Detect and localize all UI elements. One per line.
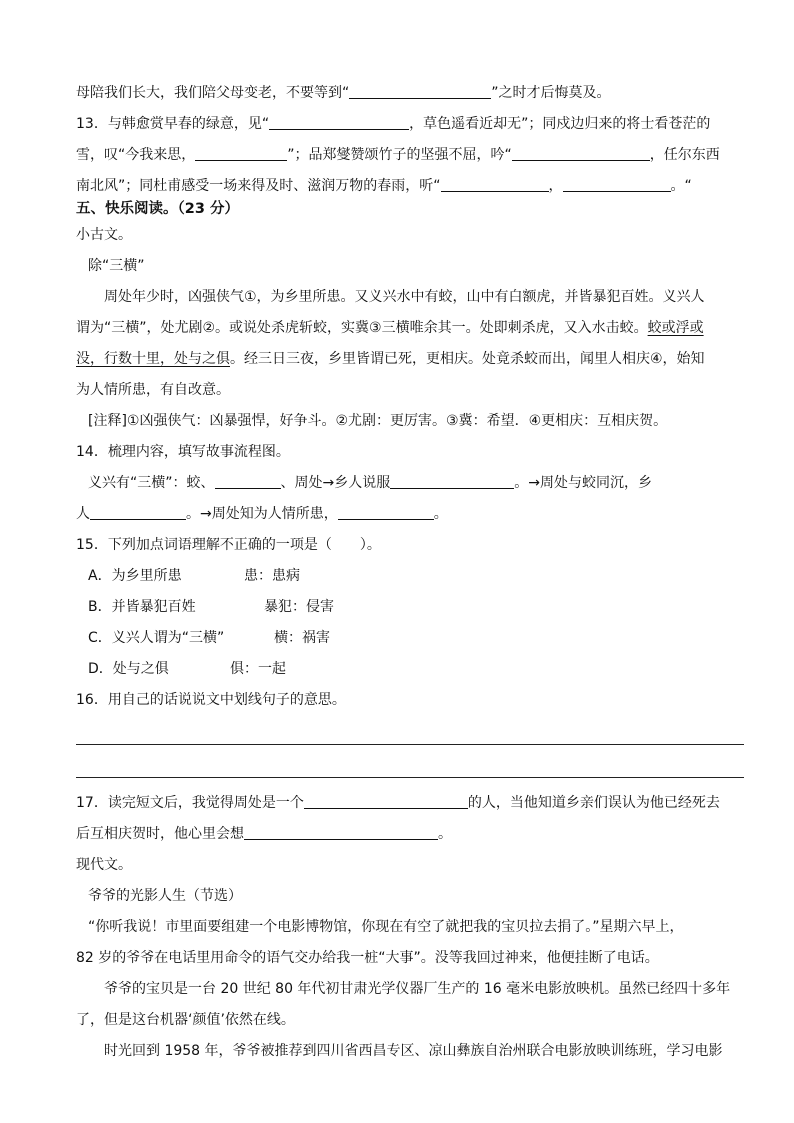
passage-title: 除“三横” [88, 258, 145, 274]
answer-blank[interactable] [563, 173, 671, 192]
passage-line: 谓为“三横”，处尤剧②。或说处杀虎斩蛟，实冀③三横唯余其一。处即刺杀虎，又入水击蛟。蛟或浮或 [76, 320, 704, 336]
question-14-line-2: 人 。→周处知为人情所患， 。 [76, 499, 744, 530]
passage-line: 周处年少时，凶强侠气①，为乡里所患。又义兴水中有蛟，山中有白额虎，并皆暴犯百姓。义兴人 [104, 289, 705, 305]
passage-line: 爷爷的宝贝是一台 20 世纪 80 年代初甘肃光学仪器厂生产的 16 毫米电影放映机。虽然已经四十多年 [104, 981, 731, 997]
option-c[interactable]: C．义兴人谓为“三横” 横：祸害 [88, 630, 330, 646]
answer-blank[interactable] [304, 790, 468, 809]
passage-title: 爷爷的光影人生（节选） [88, 888, 242, 904]
annotation-note: [注释]①凶强侠气：凶暴强悍，好争斗。②尤剧：更厉害。③冀：希望．④更相庆：互相庆贺。 [88, 413, 668, 429]
answer-blank[interactable] [349, 80, 491, 99]
passage-line: 为人情所患，有自改意。 [76, 382, 230, 398]
answer-blank[interactable] [215, 470, 281, 489]
subsection-label: 小古文。 [76, 227, 132, 243]
passage-line: 了，但是这台机器‘颜值’依然在线。 [76, 1012, 295, 1028]
question-14: 14．梳理内容，填写故事流程图。 [76, 444, 290, 460]
document-page [76, 78, 744, 1067]
question-14-line-1: 义兴有“三横”：蛟、 、周处→乡人说服 。→周处与蛟同沉，乡 [76, 468, 744, 499]
underlined-sentence: 蛟或浮或 [647, 320, 704, 336]
underlined-sentence: 没，行数十里，处与之俱 [76, 351, 230, 367]
question-17-line-1: 17．读完短文后，我觉得周处是一个 的人，当他知道乡亲们误认为他已经死去 [76, 788, 744, 819]
passage-line: 没，行数十里，处与之俱。经三日三夜，乡里皆谓已死，更相庆。处竟杀蛟而出，闻里人相庆④，始知 [76, 351, 705, 367]
answer-line[interactable] [76, 749, 744, 782]
question-13-line-1: 13．与韩愈赏早春的绿意，见“ ，草色遥看近却无”；同戍边归来的将士看苍茫的 [76, 109, 744, 140]
answer-blank[interactable] [269, 111, 409, 130]
option-b[interactable]: B．并皆暴犯百姓 暴犯：侵害 [88, 599, 334, 615]
question-17-line-2: 后互相庆贺时，他心里会想 。 [76, 819, 744, 850]
answer-blank[interactable] [195, 142, 287, 161]
question-13-line-2: 雪，叹“今我来思， ”；品郑燮赞颂竹子的坚强不屈，吟“ ，任尔东西 [76, 140, 744, 171]
text-line: 母陪我们长大，我们陪父母变老，不要等到“ ”之时才后悔莫及。 [76, 78, 744, 109]
question-16: 16．用自己的话说说文中划线句子的意思。 [76, 692, 346, 708]
question-15: 15．下列加点词语理解不正确的一项是（ ）。 [76, 537, 381, 553]
answer-blank[interactable] [244, 821, 438, 840]
option-a[interactable]: A．为乡里所患 患：患病 [88, 568, 300, 584]
option-d[interactable]: D．处与之俱 俱：一起 [88, 661, 286, 677]
answer-blank[interactable] [441, 173, 549, 192]
subsection-label: 现代文。 [76, 857, 132, 873]
answer-blank[interactable] [90, 501, 186, 520]
passage-line: “你听我说！市里面要组建一个电影博物馆，你现在有空了就把我的宝贝拉去捐了。”星期六早上， [88, 919, 684, 935]
question-13-line-3: 南北风”；同杜甫感受一场来得及时、滋润万物的春雨，听“ ， 。“ [76, 171, 744, 202]
section-heading: 五、快乐阅读。（23 分） [76, 201, 239, 217]
answer-line[interactable] [76, 716, 744, 749]
answer-blank[interactable] [512, 142, 650, 161]
answer-blank[interactable] [390, 470, 514, 489]
passage-line: 82 岁的爷爷在电话里用命令的语气交办给我一桩“大事”。没等我回过神来，他便挂断了电话。 [76, 950, 659, 966]
passage-line: 时光回到 1958 年，爷爷被推荐到四川省西昌专区、凉山彝族自治州联合电影放映训练班，学习电影 [104, 1043, 723, 1059]
answer-blank[interactable] [338, 501, 434, 520]
